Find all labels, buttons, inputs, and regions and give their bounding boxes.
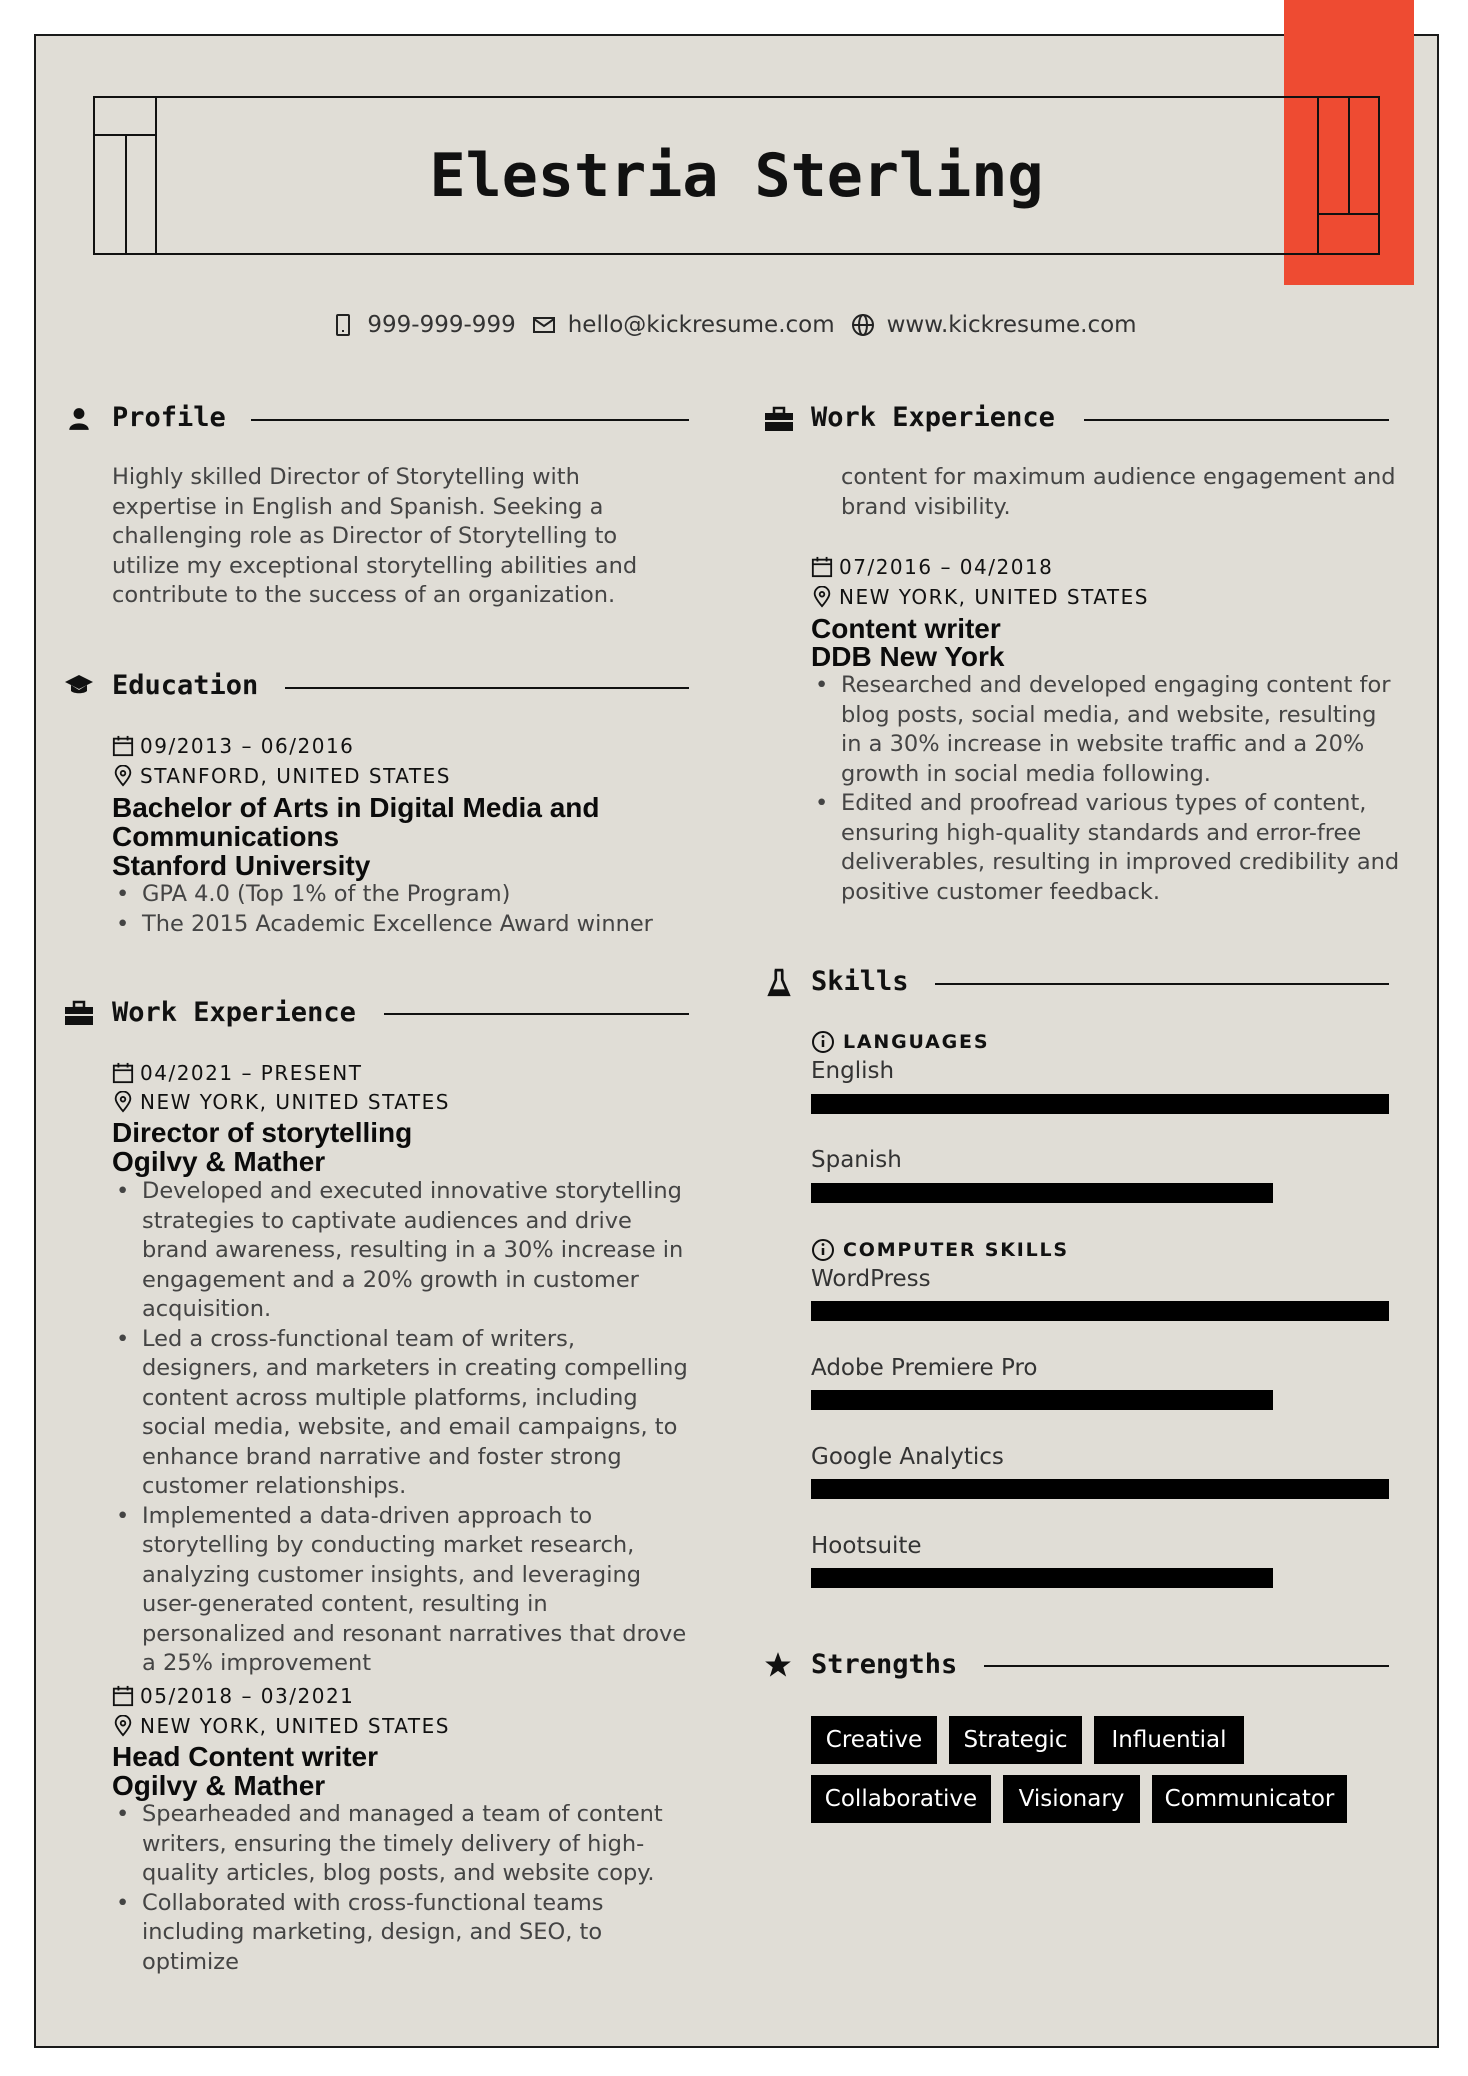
work-heading-continued: Work Experience xyxy=(811,402,1055,433)
continued-bullet-text: content for maximum audience engagement and brand visibility. xyxy=(841,464,1396,520)
info-icon xyxy=(811,1030,835,1054)
skill-name: English xyxy=(811,1058,895,1084)
section-rule xyxy=(1084,419,1389,421)
location-pin-icon xyxy=(811,586,833,608)
education-dates xyxy=(112,734,354,758)
work-heading: Work Experience xyxy=(112,997,356,1028)
location-text: NEW YORK, UNITED STATES xyxy=(140,1090,450,1114)
list-item: • Spearheaded and managed a team of content writers, ensuring the timely delivery of high-quality articles, blog posts, and website copy. xyxy=(112,1800,692,1889)
computer-skills-subheading xyxy=(811,1238,1069,1262)
location-pin-icon xyxy=(112,765,134,787)
degree-title-line1: Bachelor of Arts in Digital Media and xyxy=(112,792,600,823)
strengths-heading: Strengths xyxy=(811,1649,958,1680)
envelope-icon xyxy=(532,313,556,337)
education-bullets xyxy=(112,880,692,939)
calendar-icon xyxy=(112,1685,134,1707)
location-text: NEW YORK, UNITED STATES xyxy=(839,585,1149,609)
skill-name: WordPress xyxy=(811,1266,931,1292)
list-item: • The 2015 Academic Excellence Award winner xyxy=(112,910,692,940)
company-name: DDB New York xyxy=(811,641,1005,672)
email-address: hello@kickresume.com xyxy=(567,312,835,338)
job-bullets xyxy=(112,1800,692,1977)
globe-icon xyxy=(851,313,875,337)
skill-name: Adobe Premiere Pro xyxy=(811,1355,1038,1381)
company-name: Ogilvy & Mather xyxy=(112,1146,326,1177)
skills-heading: Skills xyxy=(811,966,909,997)
languages-label: LANGUAGES xyxy=(843,1031,990,1053)
job-dates xyxy=(811,555,1053,579)
website-contact[interactable] xyxy=(851,312,1137,338)
phone-icon xyxy=(331,313,355,337)
calendar-icon xyxy=(811,556,833,578)
email-contact[interactable] xyxy=(532,312,835,338)
strength-tag: Visionary xyxy=(1003,1775,1140,1823)
calendar-icon xyxy=(112,735,134,757)
phone-number: 999-999-999 xyxy=(367,312,516,338)
briefcase-icon xyxy=(64,1000,94,1026)
date-range: 05/2018 – 03/2021 xyxy=(140,1684,355,1708)
strength-tag: Strategic xyxy=(949,1716,1082,1764)
list-item: • Researched and developed engaging content for blog posts, social media, and website, resulting in a 30% increase in website traffic and a 20% growth in social media following. xyxy=(811,671,1401,789)
info-icon xyxy=(811,1238,835,1262)
section-rule xyxy=(251,419,689,421)
strength-tag: Collaborative xyxy=(811,1775,991,1823)
skill-name: Spanish xyxy=(811,1147,902,1173)
job-location xyxy=(112,1714,450,1738)
star-icon xyxy=(764,1651,792,1679)
education-heading: Education xyxy=(112,670,259,701)
contact-row xyxy=(0,312,1468,338)
strength-tag: Creative xyxy=(811,1716,937,1764)
job-dates xyxy=(112,1684,354,1708)
list-item: • Implemented a data-driven approach to storytelling by conducting market research, analyzing customer insights, and leveraging user-generated content, resulting in personalized and resonant narratives that drove a 25% improvement xyxy=(112,1502,692,1679)
skill-name: Google Analytics xyxy=(811,1444,1004,1470)
profile-text: Highly skilled Director of Storytelling with expertise in English and Spanish. Seeking a challenging role as Director of Storytelling to utilize my exceptional storytelling abilities and contribute to the success of an organization. xyxy=(112,464,638,608)
skill-bar xyxy=(811,1094,1389,1114)
section-rule xyxy=(285,687,689,689)
graduation-cap-icon xyxy=(64,672,94,698)
location-pin-icon xyxy=(112,1715,134,1737)
degree-title-line2: Communications xyxy=(112,821,340,852)
company-name: Ogilvy & Mather xyxy=(112,1770,326,1801)
section-rule xyxy=(984,1665,1389,1667)
section-rule xyxy=(384,1013,689,1015)
education-location xyxy=(112,764,451,788)
candidate-name: Elestria Sterling xyxy=(429,140,1044,211)
location-text: NEW YORK, UNITED STATES xyxy=(140,1714,450,1738)
skill-name: Hootsuite xyxy=(811,1533,922,1559)
job-title: Head Content writer xyxy=(112,1741,379,1772)
job-dates xyxy=(112,1061,362,1085)
profile-heading: Profile xyxy=(112,402,226,433)
school-name: Stanford University xyxy=(112,850,371,881)
languages-subheading xyxy=(811,1030,989,1054)
strength-tag: Communicator xyxy=(1152,1775,1347,1823)
section-rule xyxy=(935,983,1389,985)
calendar-icon xyxy=(112,1062,134,1084)
phone-contact[interactable] xyxy=(331,312,515,338)
person-icon xyxy=(66,406,92,432)
list-item: • Developed and executed innovative storytelling strategies to captivate audiences and drive brand awareness, resulting in a 30% increase in engagement and a 20% growth in customer acquisition. xyxy=(112,1177,692,1325)
job-title: Director of storytelling xyxy=(112,1117,413,1148)
skill-bar xyxy=(811,1479,1389,1499)
job-title: Content writer xyxy=(811,613,1001,644)
date-range: 09/2013 – 06/2016 xyxy=(140,734,355,758)
list-item: • Collaborated with cross-functional teams including marketing, design, and SEO, to optimize xyxy=(112,1889,692,1978)
computer-skills-label: COMPUTER SKILLS xyxy=(843,1239,1069,1261)
location-text: STANFORD, UNITED STATES xyxy=(140,764,451,788)
job-location xyxy=(112,1090,450,1114)
location-pin-icon xyxy=(112,1091,134,1113)
flask-icon xyxy=(766,968,792,998)
date-range: 07/2016 – 04/2018 xyxy=(839,555,1054,579)
briefcase-icon xyxy=(764,406,794,432)
list-item: • Edited and proofread various types of content, ensuring high-quality standards and error-free deliverables, resulting in improved credibility and positive customer feedback. xyxy=(811,789,1401,907)
skill-bar xyxy=(811,1390,1273,1410)
job-bullets xyxy=(112,1177,692,1679)
skill-bar xyxy=(811,1183,1273,1203)
skill-bar xyxy=(811,1568,1273,1588)
job-location xyxy=(811,585,1149,609)
strength-tag: Influential xyxy=(1094,1716,1244,1764)
job-bullets xyxy=(811,671,1401,907)
date-range: 04/2021 – PRESENT xyxy=(140,1061,363,1085)
list-item: • Led a cross-functional team of writers, designers, and marketers in creating compelling content across multiple platforms, including social media, website, and email campaigns, to enhance brand narrative and foster strong customer relationships. xyxy=(112,1325,692,1502)
website-url: www.kickresume.com xyxy=(886,312,1137,338)
list-item: • GPA 4.0 (Top 1% of the Program) xyxy=(112,880,692,910)
skill-bar xyxy=(811,1301,1389,1321)
